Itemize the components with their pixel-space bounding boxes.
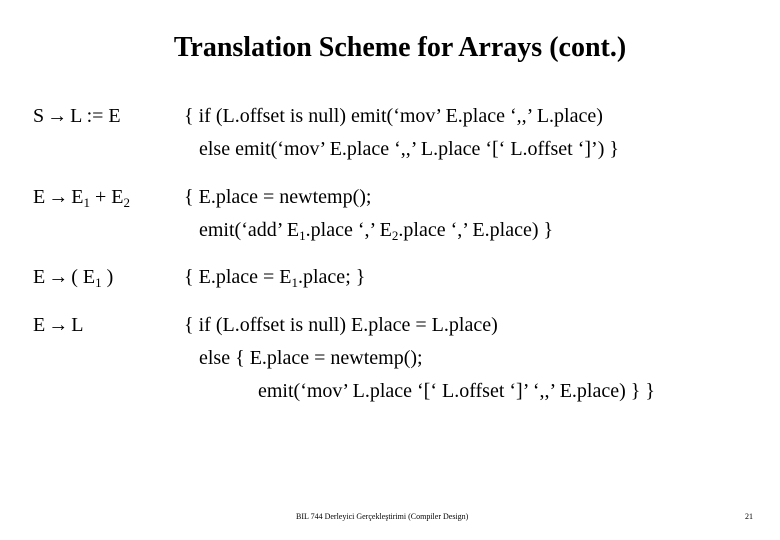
rule-1-lhs: S bbox=[33, 105, 45, 127]
rule-3-rhs-part: ) bbox=[101, 266, 114, 288]
rule-1-rhs: L := E bbox=[70, 105, 121, 127]
rule-3-rhs-part: ( E bbox=[71, 266, 96, 288]
arrow-icon: → bbox=[48, 186, 69, 208]
rule-4-action-line-2: else { E.place = newtemp(); bbox=[199, 347, 423, 369]
rule-2-rhs-sub: 1 bbox=[83, 195, 90, 210]
action-sub: 1 bbox=[299, 228, 306, 243]
rule-4-action-line-3: emit(‘mov’ L.place ‘[‘ L.offset ‘]’ ‘,,’ E.place) } } bbox=[258, 380, 655, 402]
rule-2-production bbox=[33, 185, 130, 209]
action-sub: 1 bbox=[291, 275, 298, 290]
slide-title: Translation Scheme for Arrays (cont.) bbox=[173, 32, 627, 63]
rule-4-lhs: E bbox=[33, 314, 46, 336]
action-sub: 2 bbox=[391, 228, 399, 243]
action-text: .place ‘,’ E.place) } bbox=[398, 219, 554, 241]
rule-3-rhs-sub: 1 bbox=[95, 275, 102, 290]
rule-1-action-line-1: { if (L.offset is null) emit(‘mov’ E.place ‘,,’ L.place) bbox=[184, 105, 603, 127]
footer-course: BIL 744 Derleyici Gerçekleştirimi (Compiler Design) bbox=[296, 512, 469, 521]
rule-4-rhs: L bbox=[71, 314, 84, 336]
action-text: .place; } bbox=[298, 266, 366, 288]
rule-1-production bbox=[33, 104, 121, 128]
page-number: 21 bbox=[745, 512, 753, 521]
rule-2-action-line-2 bbox=[199, 218, 553, 242]
action-text: .place ‘,’ E bbox=[305, 219, 392, 241]
rule-4-production bbox=[33, 313, 83, 337]
rule-3-action bbox=[184, 265, 365, 289]
arrow-icon: → bbox=[48, 266, 69, 288]
rule-1-action-line-2: else emit(‘mov’ E.place ‘,,’ L.place ‘[‘ L.offset ‘]’) } bbox=[199, 138, 619, 160]
rule-3-production bbox=[33, 265, 113, 289]
rule-3-lhs: E bbox=[33, 266, 46, 288]
rule-2-rhs-part: E bbox=[71, 186, 84, 208]
rule-2-action-line-1: { E.place = newtemp(); bbox=[184, 186, 372, 208]
action-text: { E.place = E bbox=[184, 266, 292, 288]
rule-4-action-line-1: { if (L.offset is null) E.place = L.place) bbox=[184, 314, 498, 336]
rule-2-lhs: E bbox=[33, 186, 46, 208]
rule-2-rhs-part: + E bbox=[89, 186, 124, 208]
arrow-icon: → bbox=[48, 314, 69, 336]
rule-2-rhs-sub: 2 bbox=[123, 195, 130, 210]
action-text: emit(‘add’ E bbox=[199, 219, 300, 241]
arrow-icon: → bbox=[47, 105, 68, 127]
